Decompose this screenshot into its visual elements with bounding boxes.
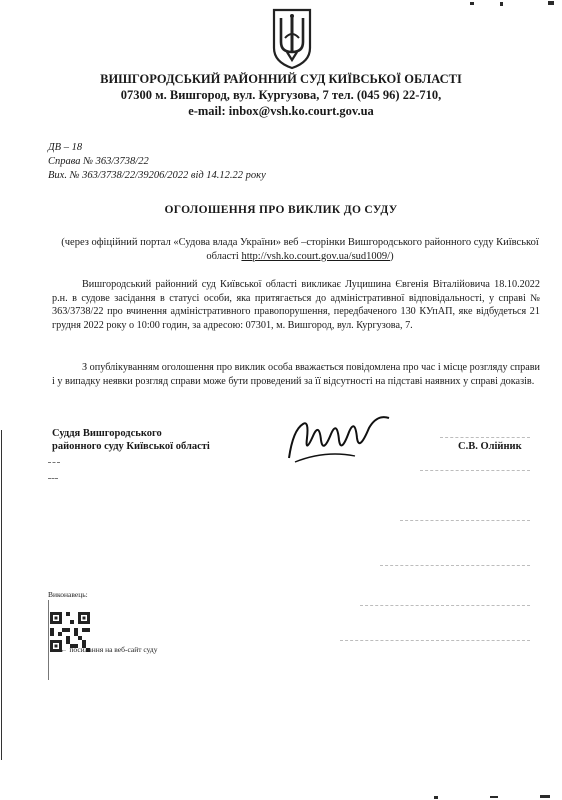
stamp-remnant: [400, 520, 530, 521]
summons-paragraph: [52, 278, 540, 332]
publication-note-text: (через офіційний портал «Судова влада України» веб –сторінки Вишгородського районного суду Київської області: [61, 237, 539, 262]
publication-note-end: ): [390, 251, 394, 262]
stamp-remnant: [48, 478, 58, 479]
judge-name: С.В. Олійник: [458, 441, 522, 452]
summons-text: Вишгородський районний суд Київської області викликає Луцишина Євгенія Віталійовича 18.10.2022 р.н. в судове засідання в статусі особи, яка притягається до адміністративної відповідальності, у справі № 363/3738/22 про вчинення адміністративного правопорушення, передбаченого 130 КУпАП, яке відбудеться 21 грудня 2022 року о 10:00 годин, за адресою: 07301, м. Вишгород, вул. Кургузова, 7.: [52, 279, 540, 331]
scan-mark: [490, 796, 498, 798]
trident-emblem-icon: [270, 8, 314, 70]
judge-title: [52, 427, 210, 453]
scan-mark: [500, 2, 503, 6]
arrow-left-icon: ←: [60, 645, 68, 654]
judge-title-line1: Суддя Вишгородського: [52, 428, 162, 439]
document-code: ДВ – 18: [48, 142, 83, 153]
scan-mark: [548, 1, 554, 5]
notice-text: З опублікуванням оголошення про виклик особа вважається повідомлена про час і місце розгляду справи і у випадку неявки розгляд справи може бути проведений за її відсутності на підставі наявних у справі доказів.: [52, 362, 540, 387]
court-name: ВИШГОРОДСЬКИЙ РАЙОННИЙ СУД КИЇВСЬКОЇ ОБЛАСТІ: [100, 72, 462, 86]
qr-caption: [60, 645, 157, 654]
executor-label: Виконавець:: [48, 590, 88, 599]
handwritten-signature: [285, 410, 395, 470]
stamp-remnant: [420, 470, 530, 471]
qr-caption-text: посилання на веб-сайт суду: [69, 645, 158, 654]
scan-edge-line: [48, 600, 49, 680]
scan-mark: [540, 795, 550, 798]
outgoing-number: Вих. № 363/3738/22/39206/2022 від 14.12.22 року: [48, 170, 266, 181]
stamp-remnant: [48, 462, 60, 463]
notice-paragraph: [52, 361, 540, 388]
stamp-remnant: [360, 605, 530, 606]
judge-title-line2: районного суду Київської області: [52, 441, 210, 452]
stamp-remnant: [440, 437, 530, 438]
document-title: ОГОЛОШЕННЯ ПРО ВИКЛИК ДО СУДУ: [164, 204, 398, 216]
publication-note: [60, 236, 540, 264]
stamp-remnant: [340, 640, 530, 641]
court-email: e-mail: inbox@vsh.ko.court.gov.ua: [188, 104, 374, 118]
scan-mark: [434, 796, 438, 799]
court-address: 07300 м. Вишгород, вул. Кургузова, 7 тел. (045 96) 22-710,: [120, 88, 442, 102]
scan-edge-line: [1, 430, 2, 760]
court-website-link[interactable]: http://vsh.ko.court.gov.ua/sud1009/: [241, 251, 391, 262]
stamp-remnant: [380, 565, 530, 566]
scan-mark: [470, 2, 474, 5]
case-number: Справа № 363/3738/22: [48, 156, 149, 167]
